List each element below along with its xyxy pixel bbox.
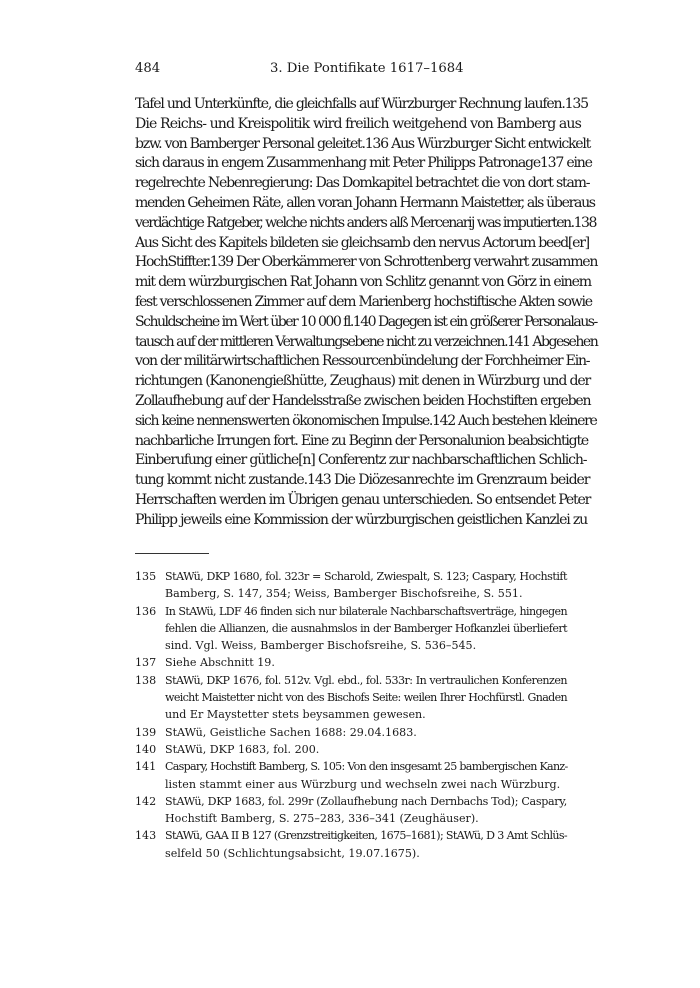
footnote-number: 139 bbox=[135, 725, 157, 739]
body-line: Philipp jeweils eine Kommission der würzburgischen geistlichen Kanzlei zu bbox=[135, 511, 587, 528]
footnotes bbox=[135, 568, 567, 862]
running-head bbox=[135, 61, 565, 81]
footnote-line: StAWü, Geistliche Sachen 1688: 29.04.1683. bbox=[165, 725, 417, 739]
body-line: sich daraus in engem Zusammenhang mit Peter Philipps Patronage137 eine bbox=[135, 155, 592, 172]
footnote-line: Hochstift Bamberg, S. 275–283, 336–341 (Zeughäuser). bbox=[165, 812, 479, 826]
footnote-line: listen stammt einer aus Würzburg und wechseln zwei nach Würzburg. bbox=[165, 777, 561, 791]
footnote-line: StAWü, DKP 1683, fol. 200. bbox=[165, 742, 320, 756]
body-line: Zollaufhebung auf der Handelsstraße zwischen beiden Hochstiften ergeben bbox=[135, 392, 591, 409]
page-number: 484 bbox=[135, 61, 161, 76]
body-line: Aus Sicht des Kapitels bildeten sie gleichsamb den nervus Actorum beed[er] bbox=[135, 234, 589, 251]
footnote-line: StAWü, DKP 1683, fol. 299r (Zollaufhebung nach Dernbachs Tod); Caspary, bbox=[165, 794, 567, 808]
body-line: verdächtige Ratgeber, welche nichts anders alß Mercenarij was imputierten.138 bbox=[135, 214, 596, 231]
footnote bbox=[135, 724, 567, 741]
footnote-line: Siehe Abschnitt 19. bbox=[165, 656, 275, 670]
footnote-line: weicht Maistetter nicht von des Bischofs Seite: weilen Ihrer Hochfürstl. Gnaden bbox=[165, 691, 567, 705]
footnote-line: In StAWü, LDF 46 finden sich nur bilaterale Nachbarschaftsverträge, hingegen bbox=[165, 604, 567, 618]
body-line: fest verschlossenen Zimmer auf dem Marienberg hochstiftische Akten sowie bbox=[135, 293, 592, 310]
body-line: HochStiffter.139 Der Oberkämmerer von Schrottenberg verwahrt zusammen bbox=[135, 254, 598, 271]
footnote-line: StAWü, GAA II B 127 (Grenzstreitigkeiten, 1675–1681); StAWü, D 3 Amt Schlüs- bbox=[165, 829, 567, 843]
footnote-separator bbox=[135, 553, 209, 554]
body-line: Herrschaften werden im Übrigen genau unterschieden. So entsendet Peter bbox=[135, 491, 591, 508]
footnote bbox=[135, 793, 567, 828]
footnote-number: 142 bbox=[135, 794, 157, 808]
footnote-line: sind. Vgl. Weiss, Bamberger Bischofsreihe, S. 536–545. bbox=[165, 639, 477, 653]
body-line: sich keine nennenswerten ökonomischen Impulse.142 Auch bestehen kleinere bbox=[135, 412, 597, 429]
footnote-line: Bamberg, S. 147, 354; Weiss, Bamberger Bischofsreihe, S. 551. bbox=[165, 587, 523, 601]
footnote-line: StAWü, DKP 1676, fol. 512v. Vgl. ebd., fol. 533r: In vertraulichen Konferenzen bbox=[165, 673, 567, 687]
footnote-number: 138 bbox=[135, 673, 157, 687]
footnote bbox=[135, 603, 567, 655]
footnote bbox=[135, 827, 567, 862]
body-line: tung kommt nicht zustande.143 Die Diözesanrechte im Grenzraum beider bbox=[135, 472, 590, 489]
footnote-number: 141 bbox=[135, 760, 157, 774]
body-line: menden Geheimen Räte, allen voran Johann Hermann Maistetter, als überaus bbox=[135, 194, 595, 211]
footnote-number: 136 bbox=[135, 604, 157, 618]
body-line: mit dem würzburgischen Rat Johann von Schlitz genannt von Görz in einem bbox=[135, 274, 591, 291]
body-line: Schuldscheine im Wert über 10 000 fl.140 Dagegen ist ein größerer Personalaus- bbox=[135, 313, 597, 330]
body-line: Einberufung einer gütliche[n] Conferentz zur nachbarschaftlichen Schlich- bbox=[135, 452, 587, 469]
footnote bbox=[135, 758, 567, 793]
footnote-line: und Er Maystetter stets beysammen gewesen. bbox=[165, 708, 426, 722]
footnote-number: 140 bbox=[135, 742, 157, 756]
body-line: bzw. von Bamberger Personal geleitet.136 Aus Würzburger Sicht entwickelt bbox=[135, 135, 591, 152]
body-line: regelrechte Nebenregierung: Das Domkapitel betrachtet die von dort stam- bbox=[135, 175, 590, 192]
body-line: tausch auf der mittleren Verwaltungsebene nicht zu verzeichnen.141 Abgesehen bbox=[135, 333, 598, 350]
body-line: Die Reichs- und Kreispolitik wird freilich weitgehend von Bamberg aus bbox=[135, 115, 581, 132]
body-line: richtungen (Kanonengießhütte, Zeughaus) mit denen in Würzburg und der bbox=[135, 373, 591, 390]
footnote-line: Caspary, Hochstift Bamberg, S. 105: Von den insgesamt 25 bambergischen Kanz- bbox=[165, 760, 568, 774]
body-line: von der militärwirtschaftlichen Ressourcenbündelung der Forchheimer Ein- bbox=[135, 353, 590, 370]
footnote bbox=[135, 741, 567, 758]
footnote-line: fehlen die Allianzen, die ausnahmslos in der Bamberger Hofkanzlei überliefert bbox=[165, 621, 567, 635]
body-text bbox=[135, 95, 598, 531]
chapter-title: 3. Die Pontifikate 1617–1684 bbox=[270, 61, 464, 76]
footnote-number: 135 bbox=[135, 570, 157, 583]
footnote bbox=[135, 568, 567, 603]
body-line: nachbarliche Irrungen fort. Eine zu Beginn der Personalunion beabsichtigte bbox=[135, 432, 588, 449]
footnote bbox=[135, 654, 567, 671]
footnote bbox=[135, 672, 567, 724]
footnote-line: StAWü, DKP 1680, fol. 323r = Scharold, Zwiespalt, S. 123; Caspary, Hochstift bbox=[165, 570, 567, 583]
body-line: Tafel und Unterkünfte, die gleichfalls auf Würzburger Rechnung laufen.135 bbox=[135, 96, 588, 112]
footnote-line: selfeld 50 (Schlichtungsabsicht, 19.07.1675). bbox=[165, 846, 420, 860]
footnote-number: 143 bbox=[135, 829, 157, 843]
footnote-number: 137 bbox=[135, 656, 157, 670]
